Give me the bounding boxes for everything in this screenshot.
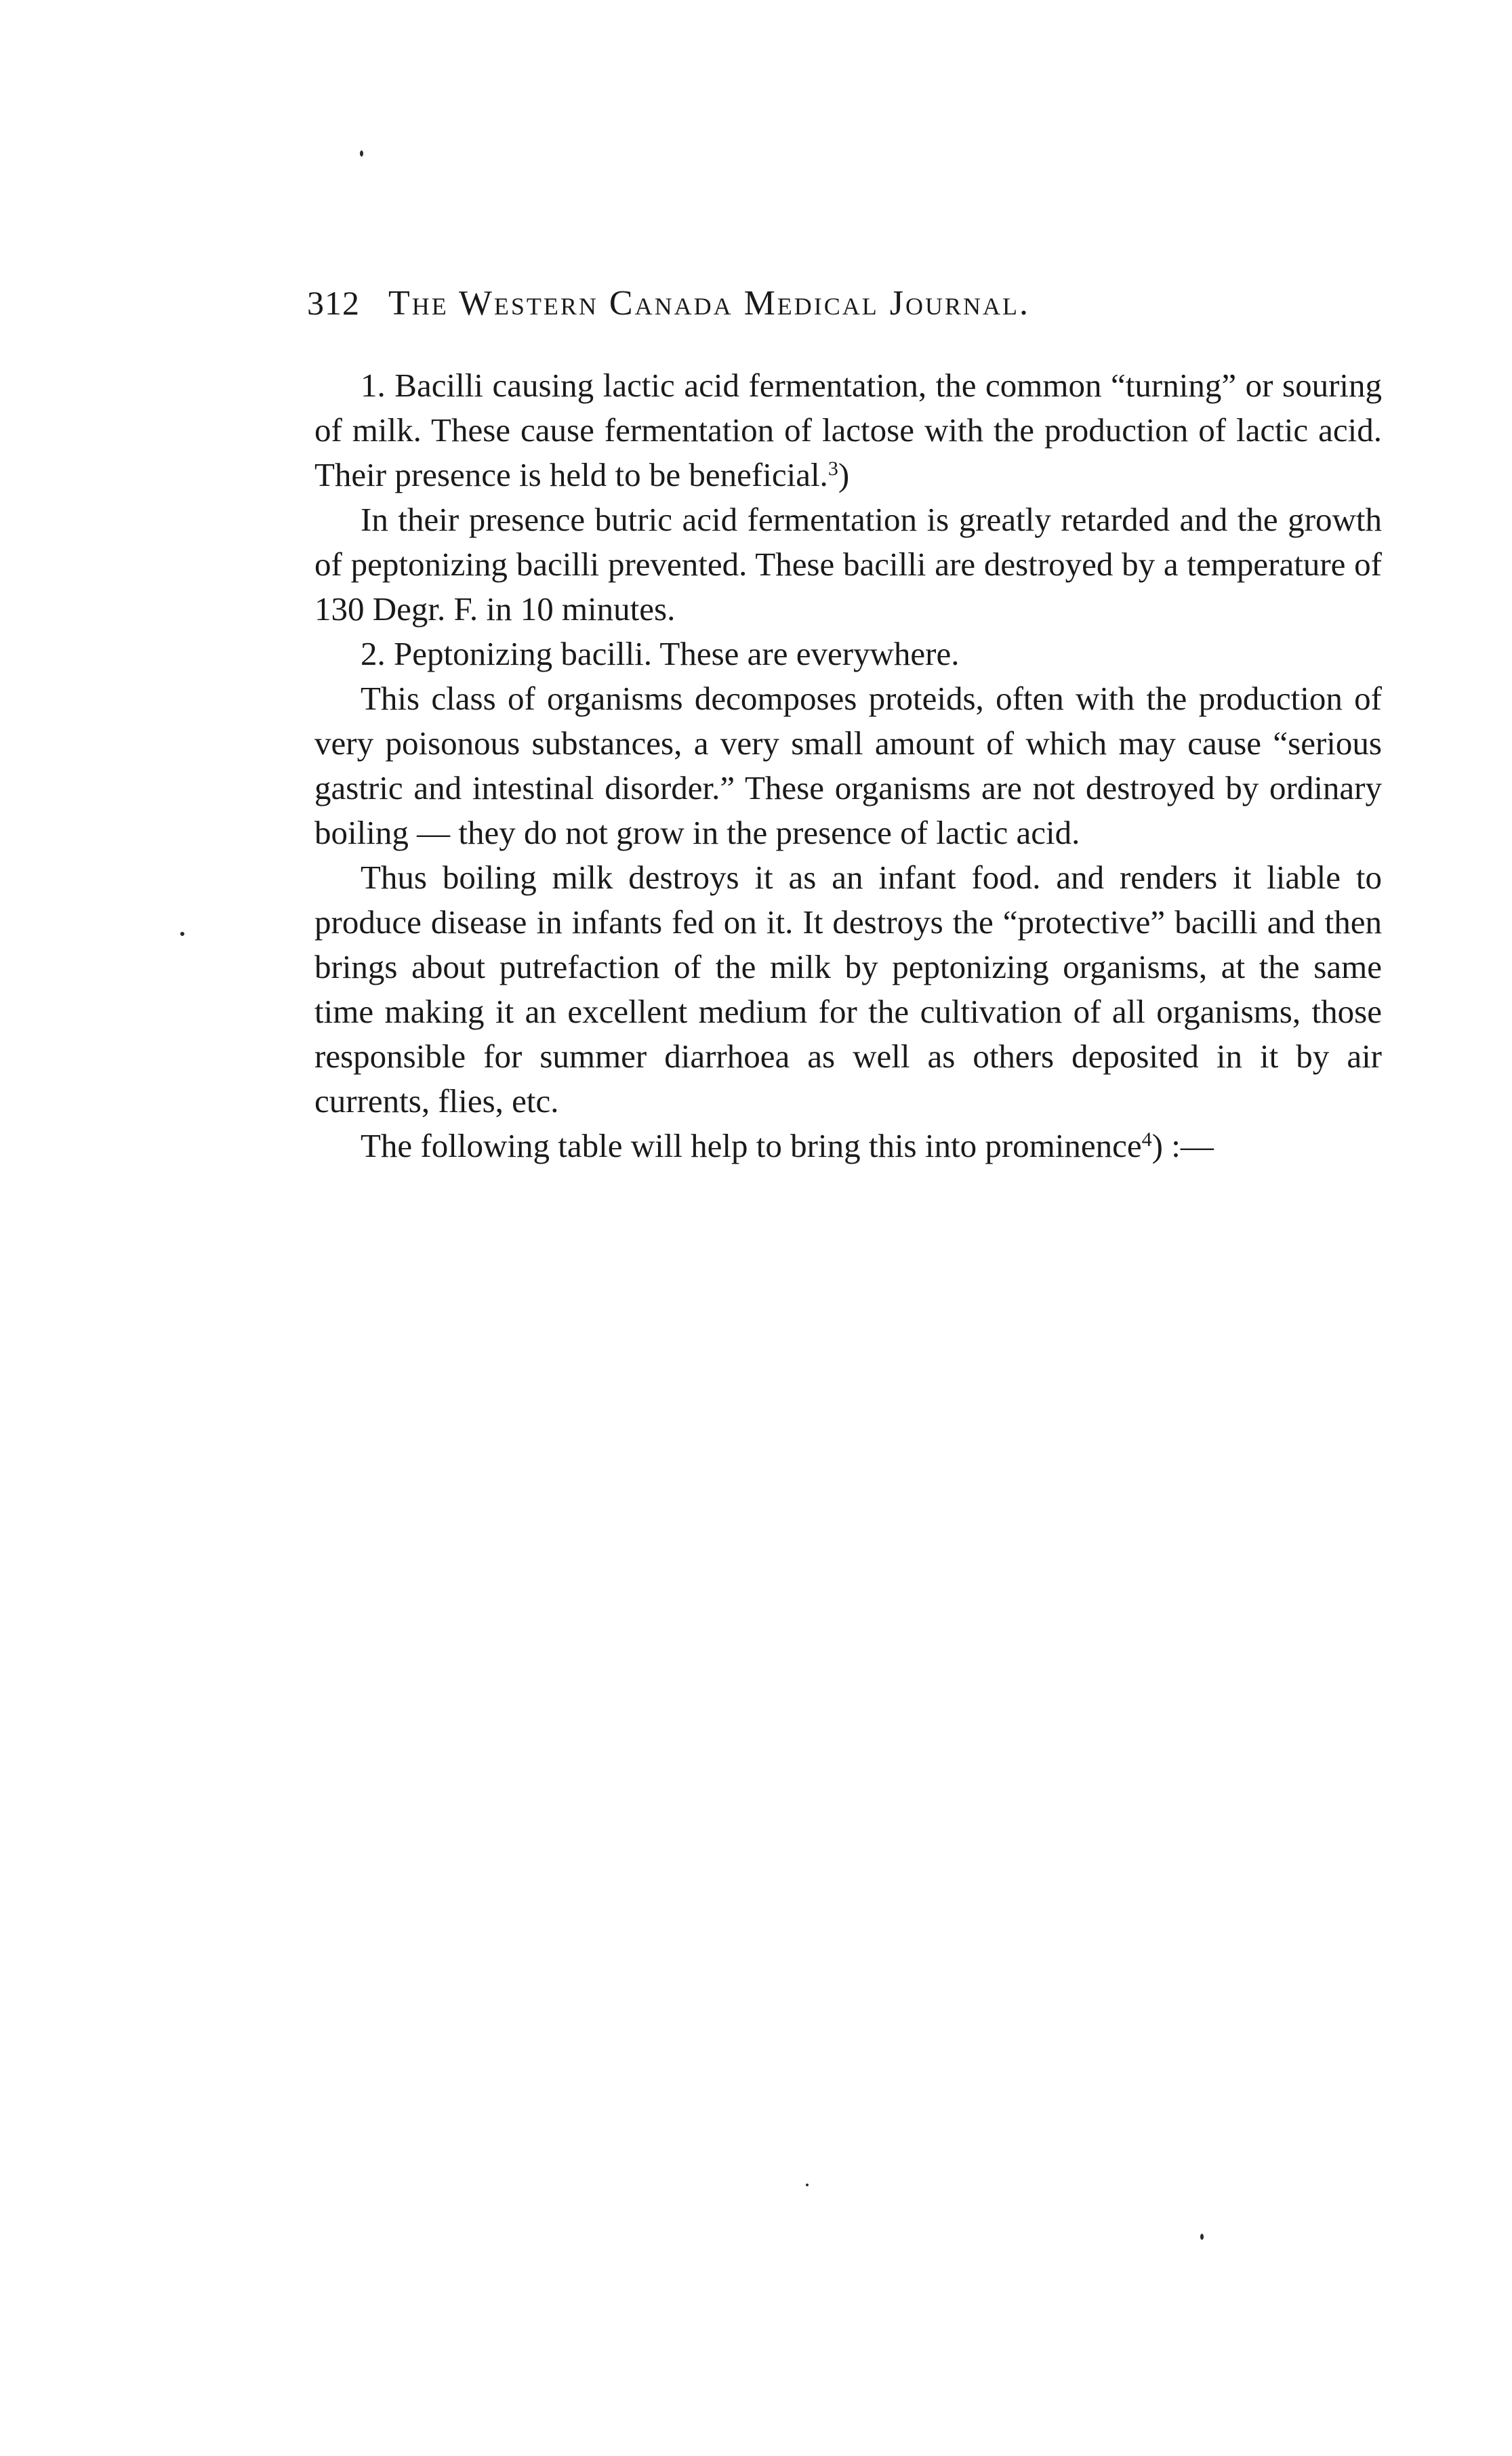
print-speck [1200,2234,1204,2240]
paragraph-text: 2. Peptonizing bacilli. These are everywhere. [361,635,960,672]
paragraph [314,676,1382,855]
paragraph [314,1124,1382,1168]
paragraph-text: In their presence butric acid fermentation is greatly retarded and the growth of peptonizing bacilli prevented. These bacilli are destroyed by a temperature of 130 Degr. F. in 10 minutes. [314,501,1382,628]
footnote-marker: 3 [827,457,838,480]
body-text [314,363,1382,1168]
paragraph-text: This class of organisms decomposes proteids, often with the production of very poisonous substances, a very small amount of which may cause “serious gastric and intestinal disorder.” These organisms are not destroyed by ordinary boiling — they do not grow in the presence of lactic acid. [314,680,1382,851]
paragraph-text: The following table will help to bring this into prominence [361,1127,1142,1164]
running-title: The Western Canada Medical Journal. [388,284,1031,323]
paragraph-tail: ) [838,456,850,493]
print-speck [360,150,363,157]
paragraph-text: 1. Bacilli causing lactic acid fermentation, the common “turning” or souring of milk. These cause fermentation of lactose with the production of lactic acid. Their presence is held to be beneficial. [314,367,1382,493]
print-speck [180,932,184,936]
paragraph [314,497,1382,632]
paragraph [314,363,1382,497]
paragraph-text: Thus boiling milk destroys it as an infant food. and renders it liable to produce disease in infants fed on it. It destroys the “protective” bacilli and then brings about putrefaction of the milk by peptonizing organisms, at the same time making it an excellent medium for the cultivation of all organisms, those responsible for summer diarrhoea as well as others deposited in it by air currents, flies, etc. [314,859,1382,1120]
page-number: 312 [307,284,360,322]
footnote-marker: 4 [1141,1128,1152,1151]
paragraph [314,632,1382,676]
paragraph-tail: ) :— [1151,1127,1214,1164]
paragraph [314,855,1382,1124]
page-header [307,283,1256,337]
print-speck [806,2184,809,2186]
